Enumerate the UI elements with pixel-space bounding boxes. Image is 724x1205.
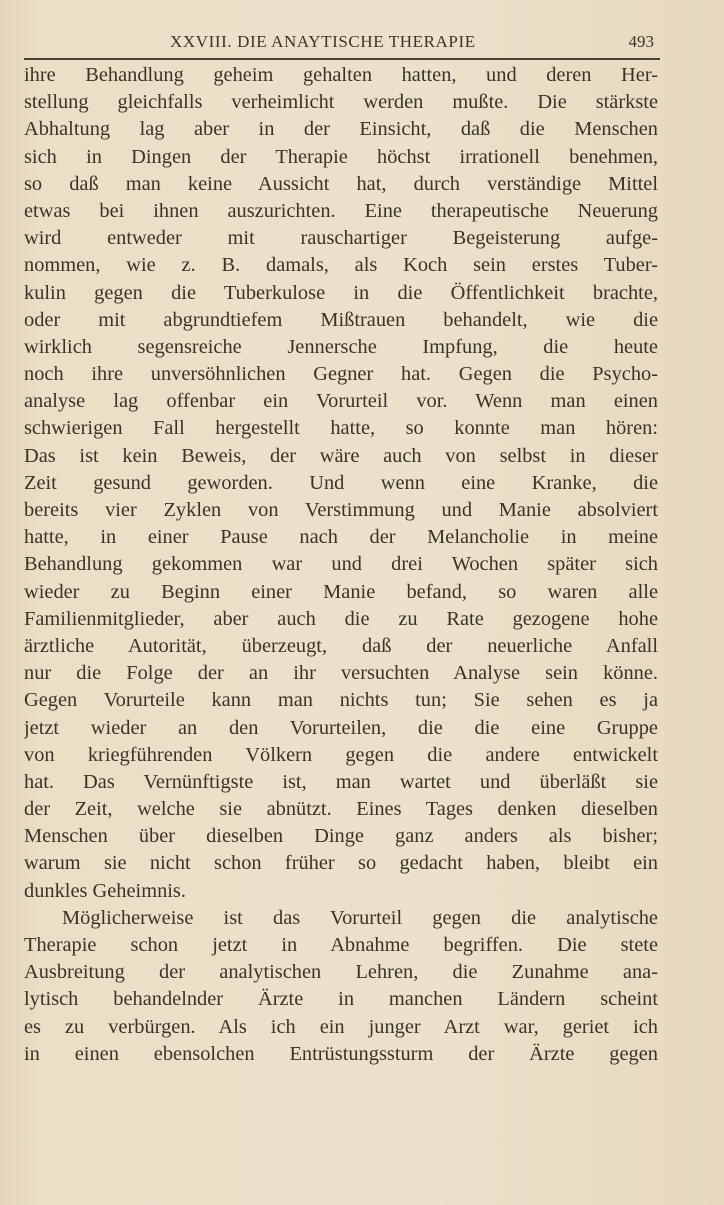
paragraph-end-line: dunkles Geheimnis. — [24, 879, 186, 902]
text-line: hatte, in einer Pause nach der Melancholie in meine — [24, 526, 658, 549]
text-line: so daß man keine Aussicht hat, durch verständige Mittel — [24, 172, 658, 195]
text-line: nur die Folge der an ihr versuchten Analyse sein könne. — [24, 662, 658, 685]
text-line: nommen, wie z. B. damals, als Koch sein erstes Tuber- — [24, 254, 658, 277]
text-line: Gegen Vorurteile kann man nichts tun; Sie sehen es ja — [24, 689, 658, 712]
text-line: Behandlung gekommen war und drei Wochen später sich — [24, 553, 658, 576]
text-line: wieder zu Beginn einer Manie befand, so waren alle — [24, 580, 658, 603]
text-line: ihre Behandlung geheim gehalten hatten, und deren Her- — [24, 64, 658, 86]
chapter-title: XXVIII. DIE ANAYTISCHE THERAPIE — [170, 32, 476, 51]
text-line: sich in Dingen der Therapie höchst irrationell benehmen, — [24, 145, 658, 168]
text-line: etwas bei ihnen auszurichten. Eine therapeutische Neuerung — [24, 199, 658, 222]
text-line: Ausbreitung der analytischen Lehren, die Zunahme ana- — [24, 961, 658, 984]
text-line: Das ist kein Beweis, der wäre auch von selbst in dieser — [24, 444, 658, 467]
text-line: Familienmitglieder, aber auch die zu Rate gezogene hohe — [24, 607, 658, 630]
text-line: von kriegführenden Völkern gegen die andere entwickelt — [24, 743, 658, 766]
text-line: kulin gegen die Tuberkulose in die Öffentlichkeit brachte, — [24, 281, 658, 304]
text-line: noch ihre unversöhnlichen Gegner hat. Gegen die Psycho- — [24, 363, 658, 386]
text-line: ärztliche Autorität, überzeugt, daß der neuerliche Anfall — [24, 634, 658, 657]
text-line: Zeit gesund geworden. Und wenn eine Kranke, die — [24, 471, 658, 494]
text-line: wird entweder mit rauschartiger Begeisterung aufge- — [24, 227, 658, 250]
page-number: 493 — [628, 32, 654, 51]
text-line: jetzt wieder an den Vorurteilen, die die eine Gruppe — [24, 716, 658, 739]
text-line: warum sie nicht schon früher so gedacht haben, bleibt ein — [24, 852, 658, 875]
text-line: der Zeit, welche sie abnützt. Eines Tages denken dieselben — [24, 798, 658, 821]
body-text — [24, 62, 658, 1068]
running-header — [24, 28, 660, 60]
text-line: es zu verbürgen. Als ich ein junger Arzt war, geriet ich — [24, 1015, 658, 1038]
text-line: stellung gleichfalls verheimlicht werden mußte. Die stärkste — [24, 91, 658, 114]
text-line: lytisch behandelnder Ärzte in manchen Ländern scheint — [24, 988, 658, 1011]
text-line: wirklich segensreiche Jennersche Impfung, die heute — [24, 335, 658, 358]
text-line: Menschen über dieselben Dinge ganz anders als bisher; — [24, 825, 658, 848]
text-line: oder mit abgrundtiefem Mißtrauen behandelt, wie die — [24, 308, 658, 331]
text-line: Therapie schon jetzt in Abnahme begriffen. Die stete — [24, 934, 658, 956]
paragraph-start-line: Möglicherweise ist das Vorurteil gegen die analytische — [62, 906, 658, 929]
text-line: in einen ebensolchen Entrüstungssturm der Ärzte gegen — [24, 1042, 658, 1065]
text-line: schwierigen Fall hergestellt hatte, so konnte man hören: — [24, 417, 658, 440]
text-line: hat. Das Vernünftigste ist, man wartet und überläßt sie — [24, 770, 658, 793]
text-line: Abhaltung lag aber in der Einsicht, daß die Menschen — [24, 118, 658, 141]
text-line: bereits vier Zyklen von Verstimmung und Manie absolviert — [24, 499, 658, 521]
text-line: analyse lag offenbar ein Vorurteil vor. Wenn man einen — [24, 390, 658, 413]
